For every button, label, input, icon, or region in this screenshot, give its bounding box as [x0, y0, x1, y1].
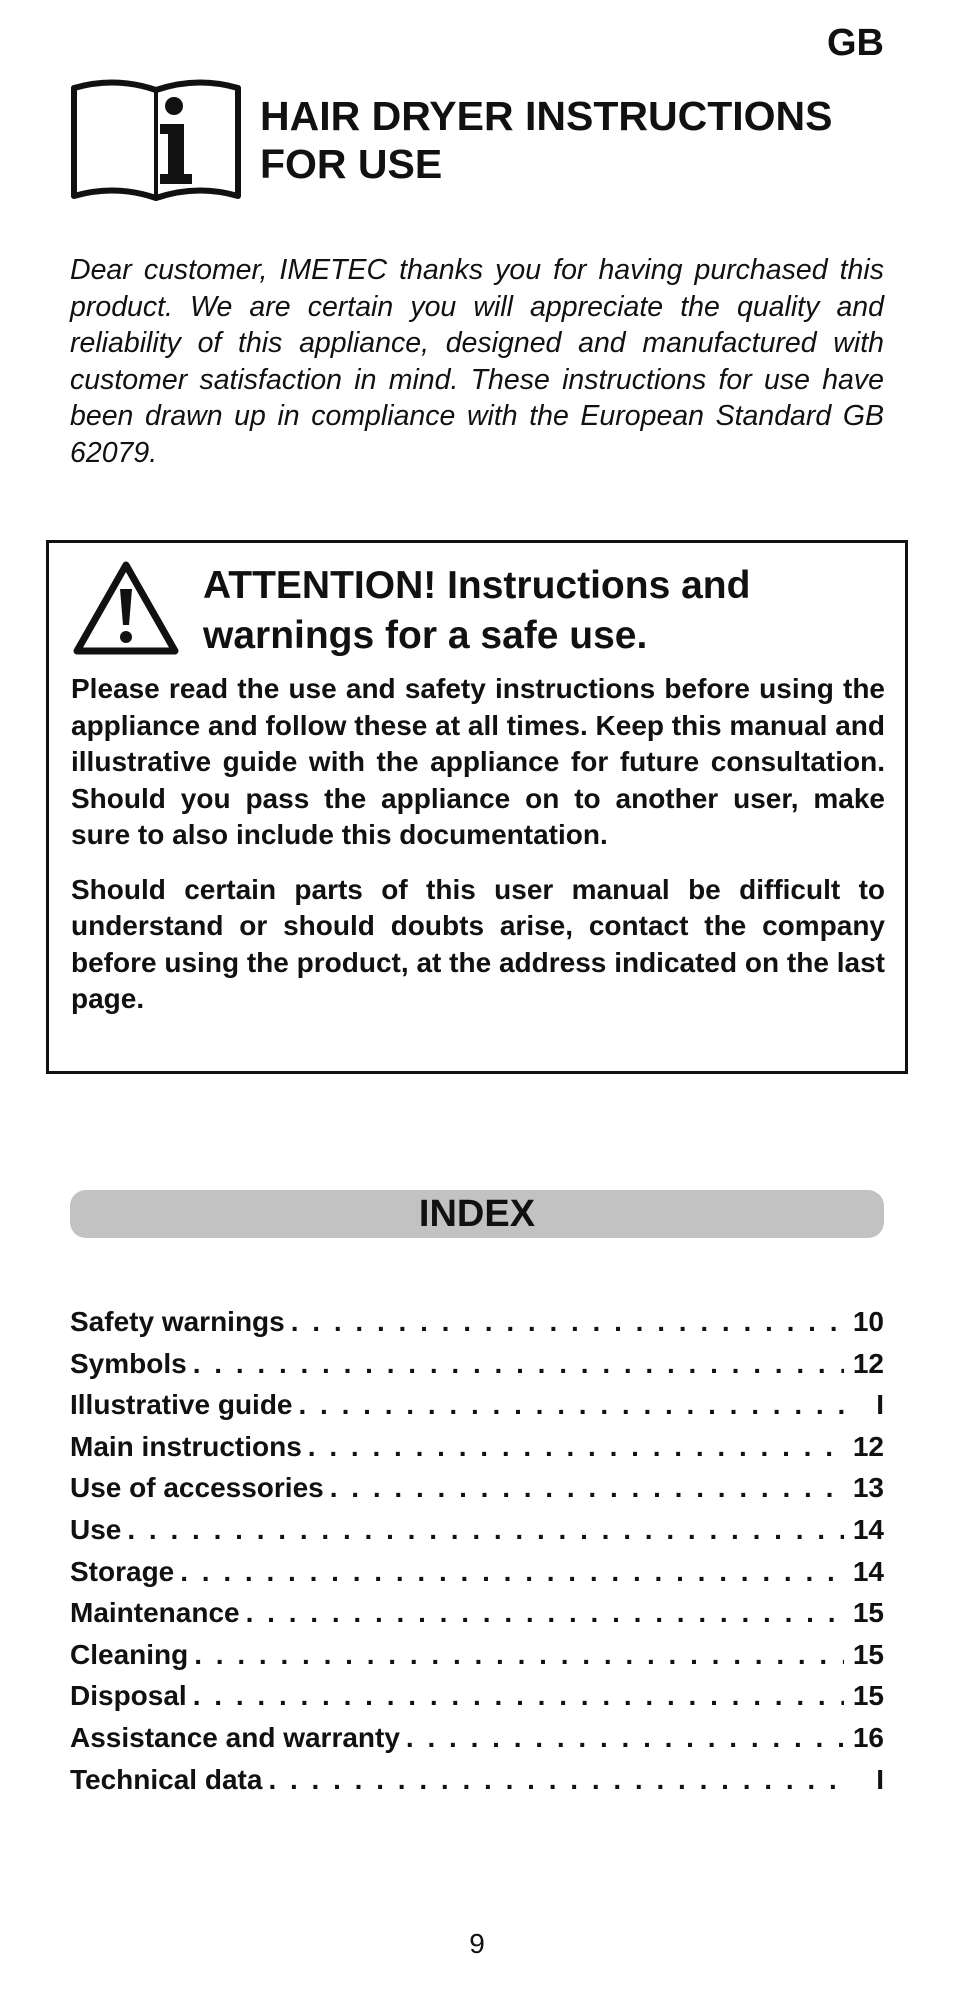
title-line-1: HAIR DRYER INSTRUCTIONS: [260, 93, 833, 139]
attention-paragraph-2: Should certain parts of this user manual be difficult to understand or should doubts arise, contact the company before using the product, at the address indicated on the last page.: [71, 873, 885, 1014]
toc-label: Cleaning: [70, 1638, 189, 1670]
toc-label: Disposal: [70, 1680, 187, 1712]
toc-label: Safety warnings: [70, 1306, 285, 1337]
toc-leader: [193, 1680, 844, 1712]
attention-header: [71, 559, 843, 661]
attention-title: ATTENTION! Instructions and warnings for a safe use.: [203, 564, 751, 657]
toc-label: Storage: [70, 1555, 175, 1587]
attention-paragraph-1: Please read the use and safety instructions before using the appliance and follow these at all times. Keep this manual and illustrative guide with the appliance for future consultation. Should you pass the appliance on to another user, make sure to also include this documentation.: [71, 673, 885, 850]
toc-page: 15: [852, 1680, 884, 1712]
toc-row[interactable]: [70, 1680, 884, 1722]
toc-label: Assistance and warranty: [70, 1721, 400, 1753]
toc-page: 15: [852, 1597, 884, 1629]
toc-label: Maintenance: [70, 1597, 240, 1629]
language-code: GB: [827, 22, 884, 64]
info-book-icon: [70, 78, 242, 206]
toc-row[interactable]: [70, 1389, 884, 1431]
toc-leader: [194, 1639, 844, 1671]
toc-page: 12: [852, 1430, 884, 1462]
toc-page: I: [876, 1389, 884, 1421]
title-line-2: FOR USE: [260, 141, 443, 187]
toc-row[interactable]: [70, 1556, 884, 1598]
toc-row[interactable]: [70, 1306, 884, 1348]
toc-leader: [406, 1722, 844, 1754]
toc-leader: [180, 1556, 844, 1588]
warning-triangle-icon: [71, 559, 181, 657]
toc-row[interactable]: [70, 1639, 884, 1681]
index-title: INDEX: [418, 1193, 536, 1235]
toc-leader: [308, 1431, 844, 1463]
toc-row[interactable]: [70, 1597, 884, 1639]
toc-label: Use of accessories: [70, 1472, 324, 1504]
toc-label: Technical data: [70, 1763, 263, 1795]
attention-body: [71, 671, 885, 1036]
toc-row[interactable]: [70, 1472, 884, 1514]
toc-label: Symbols: [70, 1347, 187, 1379]
intro-paragraph: Dear customer, IMETEC thanks you for having purchased this product. We are certain you will appreciate the quality and reliability of this appliance, designed and manufactured with customer satisfaction in mind. These instructions for use have been drawn up in compliance with the European Standard GB 62079.: [70, 254, 884, 469]
toc-leader: [127, 1514, 844, 1546]
toc-label: Main instructions: [70, 1430, 302, 1462]
toc-row[interactable]: [70, 1514, 884, 1556]
toc-label: Use: [70, 1513, 122, 1545]
toc-leader: [268, 1764, 844, 1796]
toc-leader: [193, 1348, 844, 1380]
toc-row[interactable]: [70, 1431, 884, 1473]
toc-row[interactable]: [70, 1722, 884, 1764]
toc-leader: [246, 1597, 844, 1629]
toc-page: 14: [852, 1513, 884, 1545]
document-title: [260, 92, 860, 188]
toc-page: 14: [852, 1555, 884, 1587]
toc-page: 13: [852, 1472, 884, 1504]
toc-row[interactable]: [70, 1348, 884, 1390]
attention-box: [46, 540, 908, 1074]
toc-page: I: [876, 1763, 884, 1795]
toc-leader: [330, 1472, 844, 1504]
toc-leader: [291, 1306, 844, 1338]
document-header: [70, 78, 860, 206]
toc-label: Illustrative guide: [70, 1389, 293, 1421]
page-number: 9: [469, 1928, 485, 1959]
table-of-contents: [70, 1306, 884, 1805]
toc-page: 15: [852, 1638, 884, 1670]
toc-page: 10: [852, 1306, 884, 1337]
toc-page: 16: [852, 1721, 884, 1753]
toc-leader: [299, 1389, 845, 1421]
index-heading-bar: [70, 1190, 884, 1238]
toc-page: 12: [852, 1347, 884, 1379]
toc-row[interactable]: [70, 1764, 884, 1806]
